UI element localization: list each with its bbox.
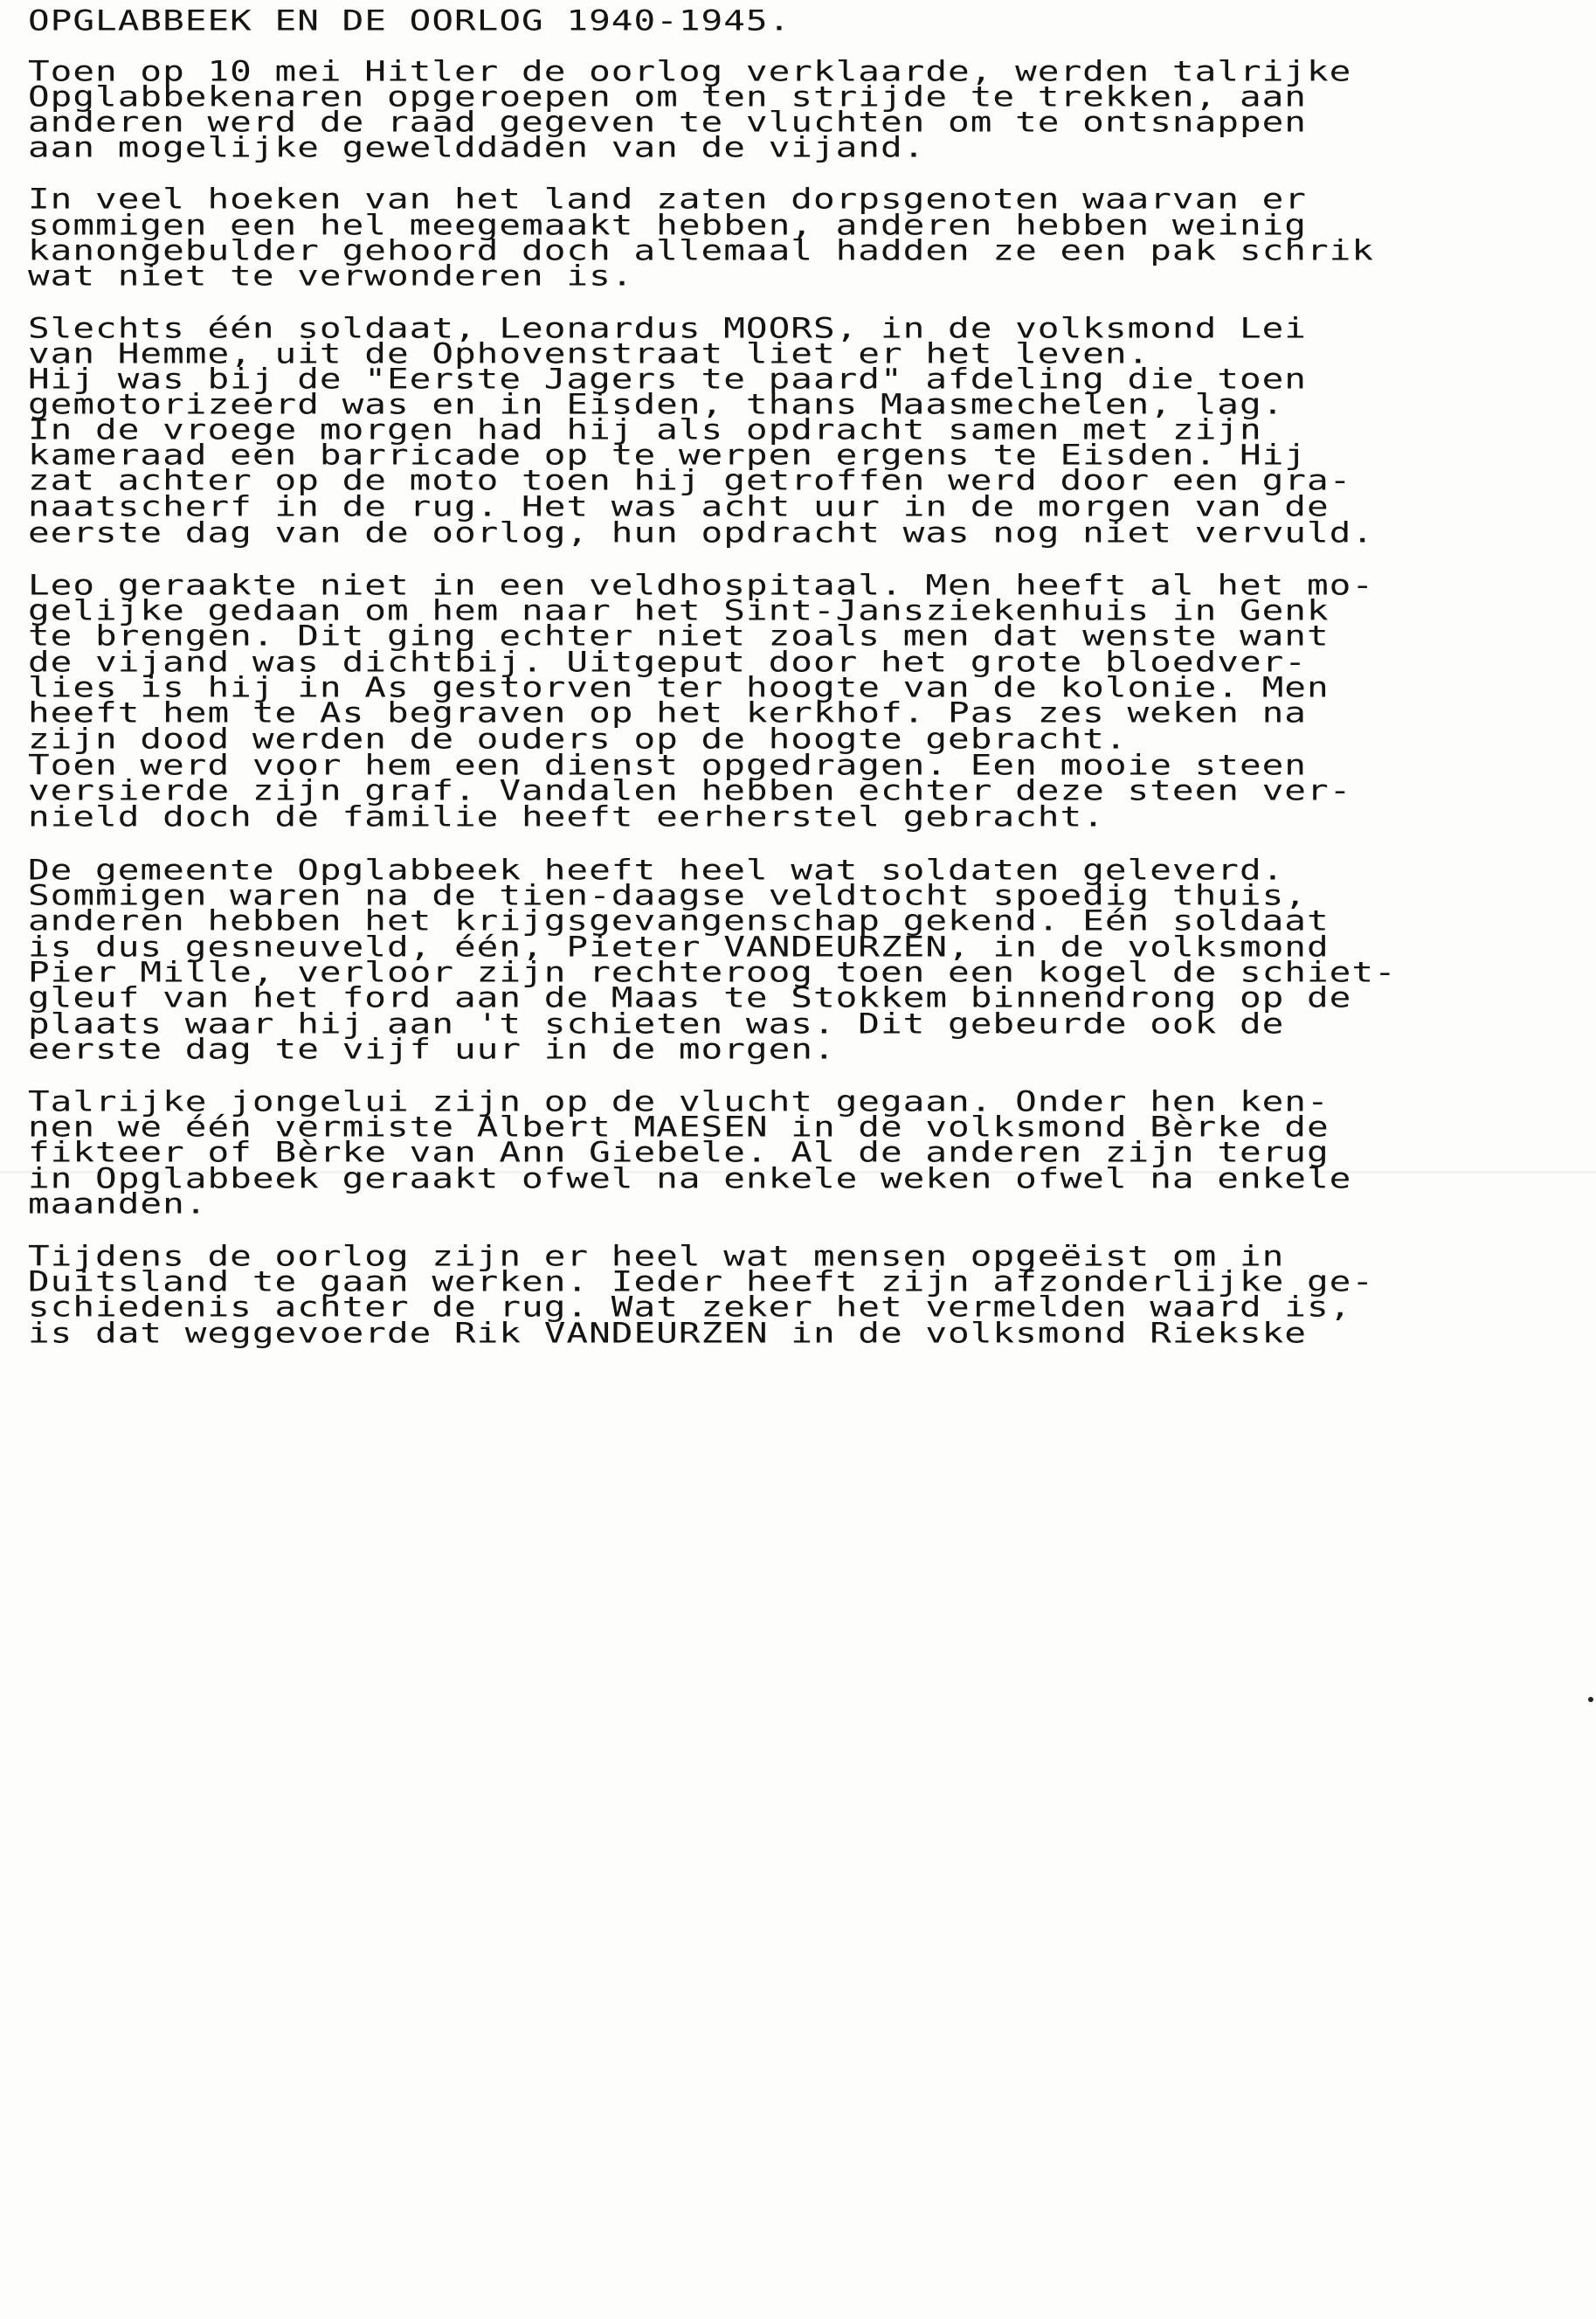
text-line: aan mogelijke gewelddaden van de vijand. <box>28 130 926 164</box>
text-line: zijn dood werden de ouders op de hoogte gebracht. <box>28 722 1128 756</box>
text-line: De gemeente Opglabbeek heeft heel wat soldaten geleverd. <box>28 853 1285 887</box>
text-line: Talrijke jongelui zijn op de vlucht gegaan. Onder hen ken- <box>28 1084 1330 1118</box>
text-line: zat achter op de moto toen hij getroffen werd door een gra- <box>28 463 1352 497</box>
text-line: schiedenis achter de rug. Wat zeker het vermelden waard is, <box>28 1290 1352 1324</box>
text-line: fikteer of Bèrke van Ann Giebele. Al de anderen zijn terug <box>28 1135 1330 1169</box>
text-line: te brengen. Dit ging echter niet zoals men dat wenste want <box>28 619 1330 653</box>
text-line: in Opglabbeek geraakt ofwel na enkele weken ofwel na enkele <box>28 1161 1352 1195</box>
text-line: kanongebulder gehoord doch allemaal hadden ze een pak schrik <box>28 233 1375 267</box>
text-line: In veel hoeken van het land zaten dorpsgenoten waarvan er <box>28 182 1307 216</box>
text-line: kameraad een barricade op te werpen ergens te Eisden. Hij <box>28 438 1307 472</box>
text-line: is dat weggevoerde Rik VANDEURZEN in de volksmond Riekske <box>28 1316 1307 1350</box>
text-line: van Hemme, uit de Ophovenstraat liet er het leven. <box>28 336 1150 370</box>
text-line: Sommigen waren na de tien-daagse veldtocht spoedig thuis, <box>28 878 1307 912</box>
document-title: OPGLABBEEK EN DE OORLOG 1940-1945. <box>28 3 791 38</box>
text-line: Hij was bij de "Eerste Jagers te paard" afdeling die toen <box>28 362 1307 396</box>
text-line: eerste dag van de oorlog, hun opdracht was nog niet vervuld. <box>28 516 1375 550</box>
text-line: Leo geraakte niet in een veldhospitaal. Men heeft al het mo- <box>28 568 1375 602</box>
text-line: anderen werd de raad gegeven te vluchten om te ontsnappen <box>28 105 1307 139</box>
text-line: Opglabbekenaren opgeroepen om ten strijde te trekken, aan <box>28 80 1307 114</box>
text-line: anderen hebben het krijgsgevangenschap gekend. Eén soldaat <box>28 903 1330 938</box>
text-line: de vijand was dichtbij. Uitgeput door het grote bloedver- <box>28 645 1307 679</box>
text-line: lies is hij in As gestorven ter hoogte van de kolonie. Men <box>28 670 1330 704</box>
text-line: Toen op 10 mei Hitler de oorlog verklaarde, werden talrijke <box>28 54 1352 88</box>
text-line: Duitsland te gaan werken. Ieder heeft zijn afzonderlijke ge- <box>28 1264 1375 1298</box>
text-line: wat niet te verwonderen is. <box>28 259 634 293</box>
text-line: plaats waar hij aan 't schieten was. Dit gebeurde ook de <box>28 1007 1285 1041</box>
text-line: gleuf van het ford aan de Maas te Stokkem binnendrong op de <box>28 980 1352 1014</box>
text-line: eerste dag te vijf uur in de morgen. <box>28 1032 836 1066</box>
text-line: nen we één vermiste Albert MAESEN in de volksmond Bèrke de <box>28 1110 1330 1144</box>
text-line: In de vroege morgen had hij als opdracht samen met zijn <box>28 412 1262 446</box>
text-line: Toen werd voor hem een dienst opgedragen. Een mooie steen <box>28 748 1307 782</box>
text-line: gemotorizeerd was en in Eisden, thans Maasmechelen, lag. <box>28 387 1285 421</box>
text-line: Tijdens de oorlog zijn er heel wat mensen opgeëist om in <box>28 1239 1285 1273</box>
text-line: nield doch de familie heeft eerherstel gebracht. <box>28 800 1105 834</box>
text-line: heeft hem te As begraven op het kerkhof. Pas zes weken na <box>28 696 1307 730</box>
text-line: versierde zijn graf. Vandalen hebben echter deze steen ver- <box>28 773 1352 807</box>
text-line: Slechts één soldaat, Leonardus MOORS, in de volksmond Lei <box>28 311 1307 345</box>
text-line: sommigen een hel meegemaakt hebben, anderen hebben weinig <box>28 208 1307 242</box>
text-line: naatscherf in de rug. Het was acht uur in de morgen van de <box>28 489 1330 523</box>
text-line: gelijke gedaan om hem naar het Sint-Jansziekenhuis in Genk <box>28 593 1330 627</box>
text-line: maanden. <box>28 1187 208 1221</box>
text-line: Pier Mille, verloor zijn rechteroog toen een kogel de schiet- <box>28 955 1397 989</box>
margin-mark <box>1588 1697 1593 1702</box>
text-line: is dus gesneuveld, één, Pieter VANDEURZEN, in de volksmond <box>28 930 1330 964</box>
